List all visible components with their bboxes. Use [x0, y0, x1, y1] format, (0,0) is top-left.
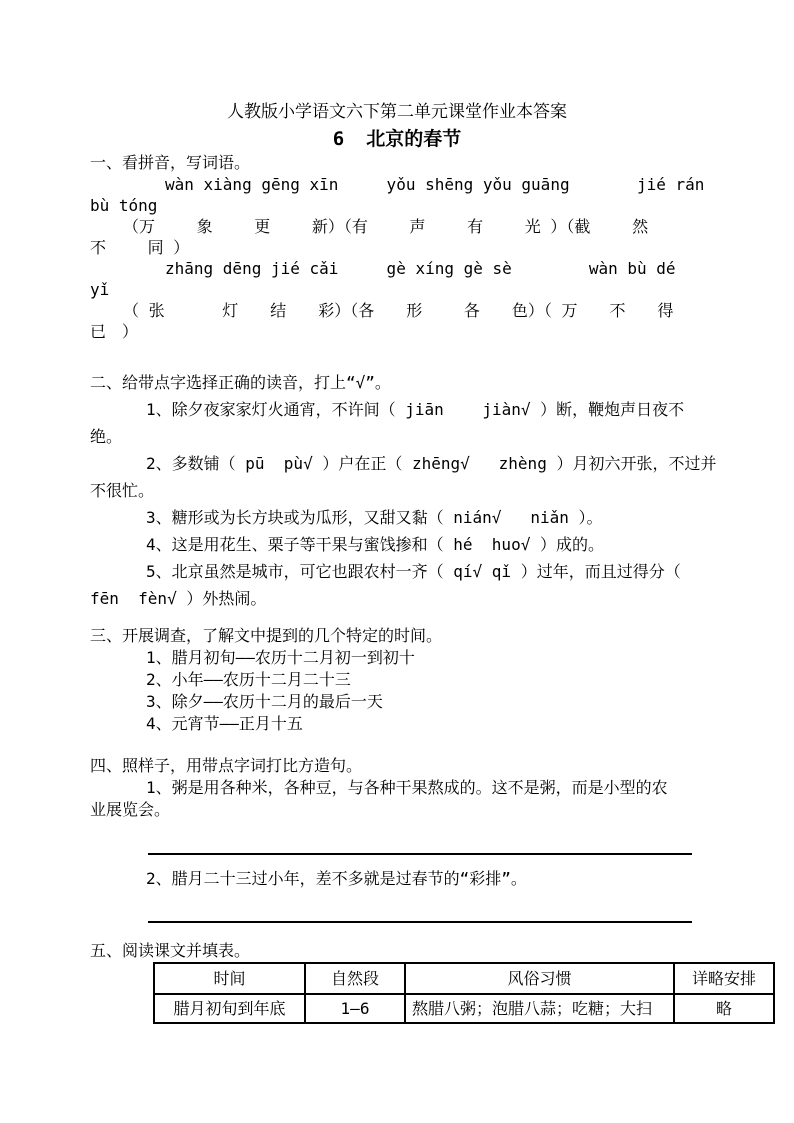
section-heading: 四、照样子，用带点字词打比方造句。: [90, 756, 363, 775]
table-header-row: [154, 963, 774, 994]
lesson-number: 6: [332, 128, 345, 150]
text-line: （ 张 灯 结 彩）（各 形 各 色）（ 万 不 得: [123, 301, 674, 320]
section-heading: 五、阅读课文并填表。: [90, 941, 251, 960]
text-line: 业展览会。: [90, 800, 171, 819]
section-pinyin-words: [90, 152, 704, 342]
page-title: 人教版小学语文六下第二单元课堂作业本答案: [227, 102, 567, 122]
text-line: 2、小年——农历十二月二十三: [146, 670, 351, 689]
section-fill-table: [90, 940, 756, 1024]
text-line: 3、糖形或为长方块或为瓜形，又甜又黏（ nián√ niǎn ）。: [146, 508, 603, 527]
text-line: [148, 890, 692, 923]
reading-table: [153, 962, 775, 1024]
text-line: 4、这是用花生、栗子等干果与蜜饯掺和（ hé huo√ ）成的。: [146, 535, 604, 554]
section-sentence-making: [90, 755, 704, 923]
text-line: fēn fèn√ ）外热闹。: [90, 589, 267, 608]
section-survey-dates: [90, 625, 704, 735]
text-line: 绝。: [90, 427, 123, 446]
section-choose-pronunciation: [90, 369, 717, 612]
text-line: 3、除夕——农历十二月的最后一天: [146, 692, 383, 711]
text-line: 1、粥是用各种米，各种豆，与各种干果熬成的。这不是粥，而是小型的农: [146, 778, 668, 797]
table-cell-customs: 熬腊八粥；泡腊八蒜；吃糖；大扫: [405, 994, 674, 1023]
table-cell-paragraphs: 1—6: [305, 994, 405, 1023]
text-line: 2、腊月二十三过小年，差不多就是过春节的“彩排”。: [146, 869, 527, 888]
table-cell-time: 腊月初旬到年底: [154, 994, 305, 1023]
table-header-customs: 风俗习惯: [405, 963, 674, 994]
text-line: 5、北京虽然是城市，可它也跟农村一齐（ qí√ qǐ ）过年，而且过得分（: [146, 562, 681, 581]
text-line: wàn xiàng gēng xīn yǒu shēng yǒu guāng jié rán: [165, 175, 705, 194]
lesson-title: 北京的春节: [366, 128, 462, 150]
lesson-heading: [90, 127, 704, 152]
text-line: 1、除夕夜家家灯火通宵，不许间（ jiān jiàn√ ）断，鞭炮声日夜不: [146, 400, 685, 419]
section-body: [90, 396, 717, 612]
section-heading: 一、看拼音，写词语。: [90, 153, 251, 172]
text-line: 4、元宵节——正月十五: [146, 714, 303, 733]
text-line: 2、多数铺（ pū pù√ ）户在正（ zhēng√ zhèng ）月初六开张，不过并: [146, 454, 717, 473]
table-cell-detail: 略: [674, 994, 774, 1023]
table-header-paragraphs: 自然段: [305, 963, 405, 994]
table-header-detail: 详略安排: [674, 963, 774, 994]
text-line: bù tóng: [90, 196, 158, 215]
text-line: 已 ）: [90, 322, 139, 341]
text-line: 1、腊月初旬——农历十二月初一到初十: [146, 648, 415, 667]
section-body: [90, 174, 704, 342]
text-line: 不 同 ）: [90, 238, 190, 257]
section-body: [90, 647, 704, 735]
section-body: [90, 777, 704, 923]
section-heading: 二、给带点字选择正确的读音，打上“√”。: [90, 373, 391, 392]
text-line: yǐ: [90, 280, 110, 299]
text-line: （万 象 更 新）（有 声 有 光 ）（截 然: [123, 217, 649, 236]
text-line: [148, 821, 692, 855]
section-heading: 三、开展调查，了解文中提到的几个特定的时间。: [90, 626, 443, 645]
table-header-time: 时间: [154, 963, 305, 994]
text-line: zhāng dēng jié cǎi gè xíng gè sè wàn bù dé: [165, 259, 676, 278]
text-line: 不很忙。: [90, 481, 155, 500]
table-row: [154, 994, 774, 1023]
